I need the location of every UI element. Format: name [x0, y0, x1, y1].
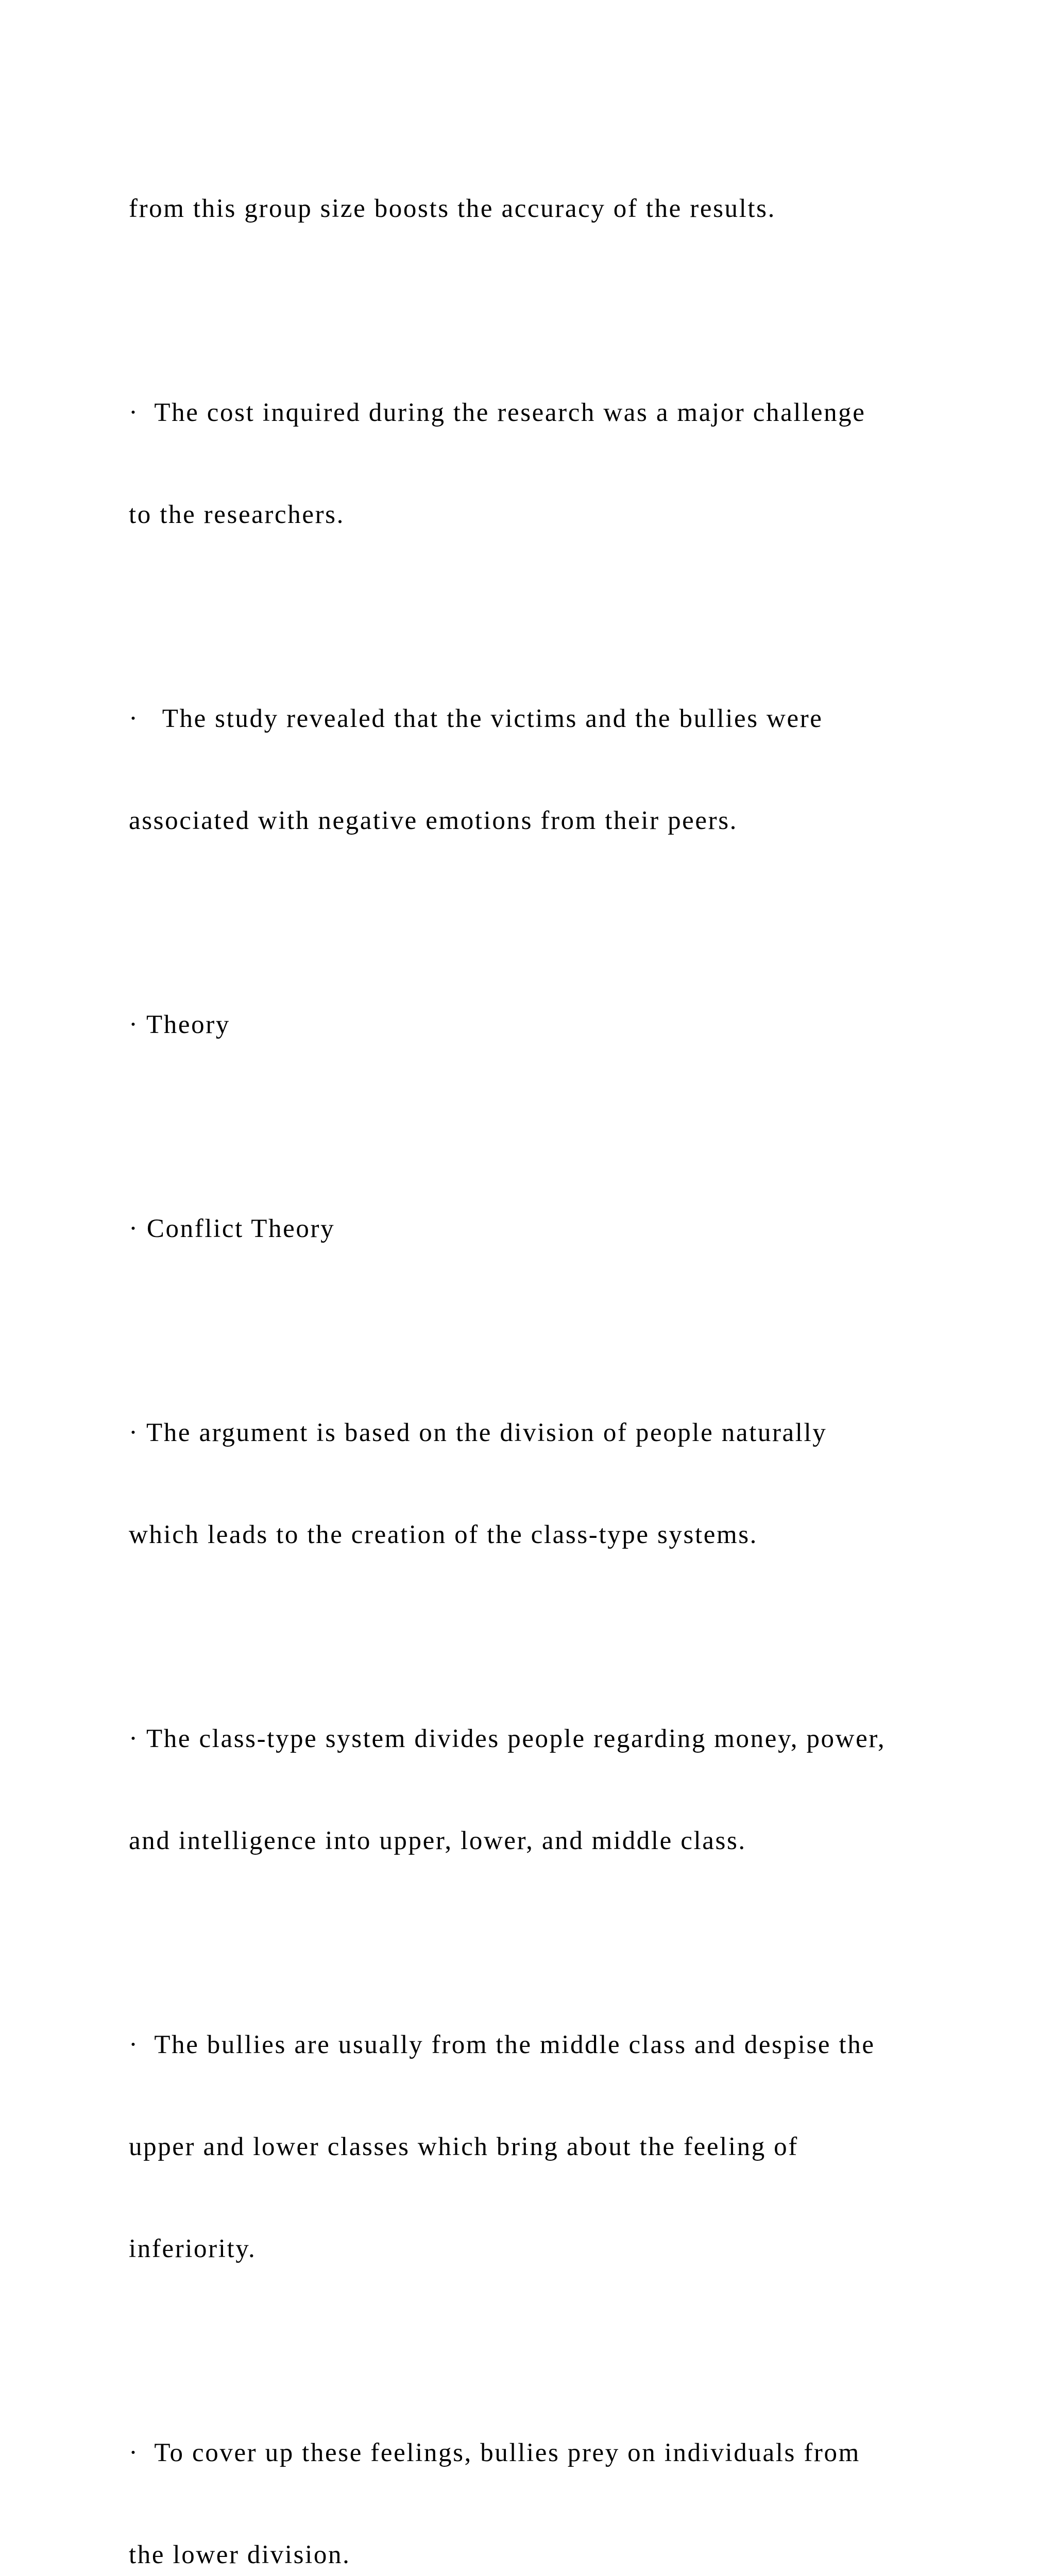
text-line: from this group size boosts the accuracy of the results. — [129, 194, 776, 223]
text-line: to the researchers. — [129, 500, 345, 529]
text-line: and intelligence into upper, lower, and middle class. — [129, 1826, 746, 1855]
bullet-cost-challenge — [129, 328, 963, 600]
text-line: inferiority. — [129, 2234, 257, 2263]
bullet-cover-up-feelings — [129, 2368, 963, 2576]
text-line: the lower division. — [129, 2540, 351, 2569]
text-line: · The study revealed that the victims and the bullies were — [129, 704, 823, 733]
text-line: · The cost inquired during the research was a major challenge — [129, 398, 866, 427]
document-body — [129, 124, 963, 2576]
text-line: · The argument is based on the division of people naturally — [129, 1418, 827, 1447]
bullet-bullies-middle-class — [129, 1960, 963, 2334]
heading-theory — [129, 940, 963, 1110]
text-line: · Conflict Theory — [129, 1214, 335, 1243]
text-line: · Theory — [129, 1010, 230, 1039]
paragraph-results-accuracy — [129, 124, 963, 294]
text-line: · To cover up these feelings, bullies prey on individuals from — [129, 2438, 860, 2467]
text-line: upper and lower classes which bring about the feeling of — [129, 2132, 798, 2161]
text-line: associated with negative emotions from their peers. — [129, 806, 738, 835]
text-line: · The class-type system divides people regarding money, power, — [129, 1724, 886, 1753]
bullet-class-type-system — [129, 1654, 963, 1926]
text-line: · The bullies are usually from the middle class and despise the — [129, 2030, 875, 2059]
heading-conflict-theory — [129, 1144, 963, 1314]
bullet-argument-division — [129, 1348, 963, 1620]
text-line: which leads to the creation of the class-type systems. — [129, 1520, 758, 1549]
bullet-study-revealed — [129, 634, 963, 906]
